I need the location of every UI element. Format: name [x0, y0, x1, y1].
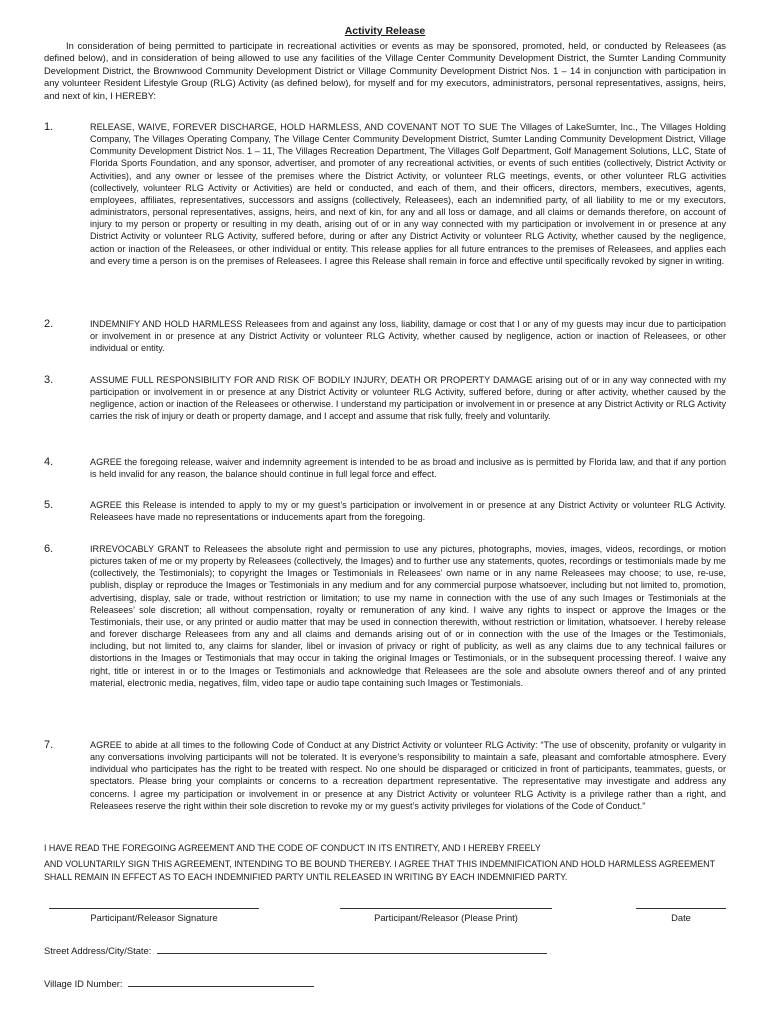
clause-7 — [44, 739, 726, 812]
clause-text: AGREE to abide at all times to the following Code of Conduct at any District Activity or volunteer RLG Activity: “The use of obscenity, profanity or vulgarity in any conversations involving participants will not be tolerated. It is everyone’s responsibility to maintain a safe, pleasant and comfortable atmosphere. Every individual who participates has the right to be treated with respect. No one should be disparaged or criticized in front of participants, teammates, guests, or spectators. Please bring your complaints or concerns to a recreation department representative. The representative may investigate and address any concerns. I agree my participation or involvement in or presence at any District Activity or volunteer RLG Activity is a privilege rather than a right, and Releasees reserve the right within their sole discretion to revoke my or my guest’s activity privileges for violations of the Code of Conduct.” — [90, 740, 726, 811]
clause-text: INDEMNIFY AND HOLD HARMLESS Releasees from and against any loss, liability, damage or cost that I or any of my guests may incur due to participation or involvement in or presence at any District Activity or volunteer RLG Activity, whether caused by negligence, action or inaction of Releasees, or other individual or entity. — [90, 319, 726, 354]
clause-text: ASSUME FULL RESPONSIBILITY FOR AND RISK OF BODILY INJURY, DEATH OR PROPERTY DAMAGE arising out of or in any way connected with my participation or involvement in or presence at any District Activity or volunteer RLG Activity, suffered before, during or after activity, whether caused by the negligence, action or inaction of the Releasees or otherwise. I understand my participation or involvement in or presence at any District Activity or RLG Activity carries the risk of injury or death or property damage, and I accept and assume that risk fully, freely and voluntarily. — [90, 375, 726, 422]
clause-3 — [44, 374, 726, 423]
signature-field[interactable] — [49, 908, 259, 923]
clause-number: 6. — [44, 543, 54, 555]
signature-label: Participant/Releasor Signature — [90, 912, 218, 923]
date-label: Date — [671, 912, 691, 923]
clause-number: 2. — [44, 318, 54, 330]
clause-6 — [44, 543, 726, 689]
village-id-field[interactable] — [44, 977, 314, 989]
clause-number: 1. — [44, 121, 54, 133]
clause-number: 5. — [44, 499, 54, 511]
village-id-line — [128, 977, 314, 987]
document-title: Activity Release — [344, 25, 426, 37]
print-name-field[interactable] — [340, 908, 552, 923]
village-id-label: Village ID Number: — [44, 978, 123, 989]
clause-number: 3. — [44, 374, 54, 386]
clause-number: 7. — [44, 739, 54, 751]
address-line — [157, 944, 547, 954]
clause-text: RELEASE, WAIVE, FOREVER DISCHARGE, HOLD HARMLESS, AND COVENANT NOT TO SUE The Villages of LakeSumter, Inc., The Villages Holding Company, The Villages Operating Company, The Village Center Community Development District, Sumter Landing Community Development District, Village Community Development District Nos. 1 – 11, The Villages Recreation Department, The Villages Golf Department, Golf Management Solutions, LLC, State of Florida Sports Foundation, and any sponsor, advertiser, and promoter of any recreational activities, or events of such entities (collectively, District Activity or Activities), and any owner or lessee of the premises where the District Activity, or volunteer RLG meetings, events, or other volunteer RLG activities (collectively, volunteer RLG Activity or Activities) are held or conducted, and each of them, and their officers, directors, members, executives, agents, employees, affiliates, representatives, successors and assigns (collectively, Releasees), each an indemnified party, of all liability to me or my executors, administrators, personal representatives, assigns, heirs, and next of kin, for any and all loss or damage, and all claims or demands therefore, on account of injury to my person or property or resulting in my death, arising out of or in any way connected with my participation or involvement in or presence at any District Activity or volunteer RLG Activity, suffered before, during or after any District Activity or volunteer RLG Activity, whether caused by the negligence, action or inaction of the Releasees, or other individual or entity. This release applies for all future entrances to the premises of Releasees, and applies each and every time a person is on the premises of Releasees. I agree this Release shall remain in force and effective until specifically revoked by signer in writing. — [90, 122, 726, 266]
closing-statement-line-1: I HAVE READ THE FOREGOING AGREEMENT AND THE CODE OF CONDUCT IN ITS ENTIRETY, AND I HEREBY FREELY — [44, 843, 541, 853]
clause-text: AGREE the foregoing release, waiver and indemnity agreement is intended to be as broad and inclusive as is permitted by Florida law, and that if any portion is held invalid for any reason, the balance should continue in full legal force and effect. — [90, 457, 726, 480]
address-label: Street Address/City/State: — [44, 945, 152, 956]
signature-row — [44, 908, 734, 934]
clause-text: IRREVOCABLY GRANT to Releasees the absolute right and permission to use any pictures, photographs, movies, images, videos, recordings, or motion pictures taken of me or my property by Releasees (collectively, the Images) and to further use any statements, quotes, recordings or testimonials made by me (collectively, the Testimonials); to copyright the Images or Testimonials in Releasees’ own name or in any name Releasees may choose; to use, re-use, publish, display or reproduce the Images or Testimonials in any medium and for any commercial purpose whatsoever, including but not limited to, promotion, advertising, display, sale or trade, without restriction or limitation; to use my name in connection with the use of any such Images or Testimonials at the Releasees’ sole discretion; all without compensation, royalty or remuneration of any kind. I waive any rights to inspect or approve the Images or the Testimonials, their use, or any printed or audio matter that may be used in connection therewith, without restriction or limitation, whatsoever. I hereby release and forever discharge Releasees from any and all claims and demands arising out of or in connection with the use of the Images or the Testimonials, including, but not limited to, any claims for slander, libel or invasion of privacy or right of publicity, as well as any claims due to any technical failures or distortions in the Images or Testimonials that may occur in taking the original Images or Testimonials, or in the subsequent processing thereof. I waive any right, title or interest in or to the Images or Testimonials and acknowledge that Releasees are the sole and absolute owners thereof and of any printed material, electronic media, negatives, film, video tape or audio tape containing such Images or Testimonials. — [90, 544, 726, 688]
clause-text: AGREE this Release is intended to apply to my or my guest’s participation or involvement in or presence at any District Activity or volunteer RLG Activity. Releasees have made no representations or inducements apart from the foregoing. — [90, 500, 726, 523]
signature-line — [49, 908, 259, 909]
intro-paragraph: In consideration of being permitted to participate in recreational activities or events as may be sponsored, promoted, held, or conducted by Releasees (as defined below), and in consideration of being allowed to use any facilities of the Village Center Community Development District, the Sumter Landing Community Development District, the Brownwood Community Development District or Village Community Development District Nos. 1 – 14 in conjunction with participation in any volunteer Resident Lifestyle Group (RLG) Activity (as defined below), for myself and for my executors, administrators, personal representatives, assigns, heirs, and next of kin, I HEREBY: — [44, 40, 726, 101]
date-field[interactable] — [636, 908, 726, 923]
date-line — [636, 908, 726, 909]
print-name-label: Participant/Releasor (Please Print) — [374, 912, 518, 923]
clause-number: 4. — [44, 456, 54, 468]
clause-5 — [44, 499, 726, 523]
clause-2 — [44, 318, 726, 354]
closing-statement-line-2: AND VOLUNTARILY SIGN THIS AGREEMENT, INTENDING TO BE BOUND THEREBY. I AGREE THAT THIS INDEMNIFICATION AND HOLD HARMLESS AGREEMENT SHALL REMAIN IN EFFECT AS TO EACH INDEMNIFIED PARTY UNTIL RELEASED IN WRITING BY EACH INDEMNIFIED PARTY. — [44, 859, 715, 882]
print-name-line — [340, 908, 552, 909]
clause-1 — [44, 121, 726, 267]
address-field[interactable] — [44, 944, 547, 956]
clause-4 — [44, 456, 726, 480]
